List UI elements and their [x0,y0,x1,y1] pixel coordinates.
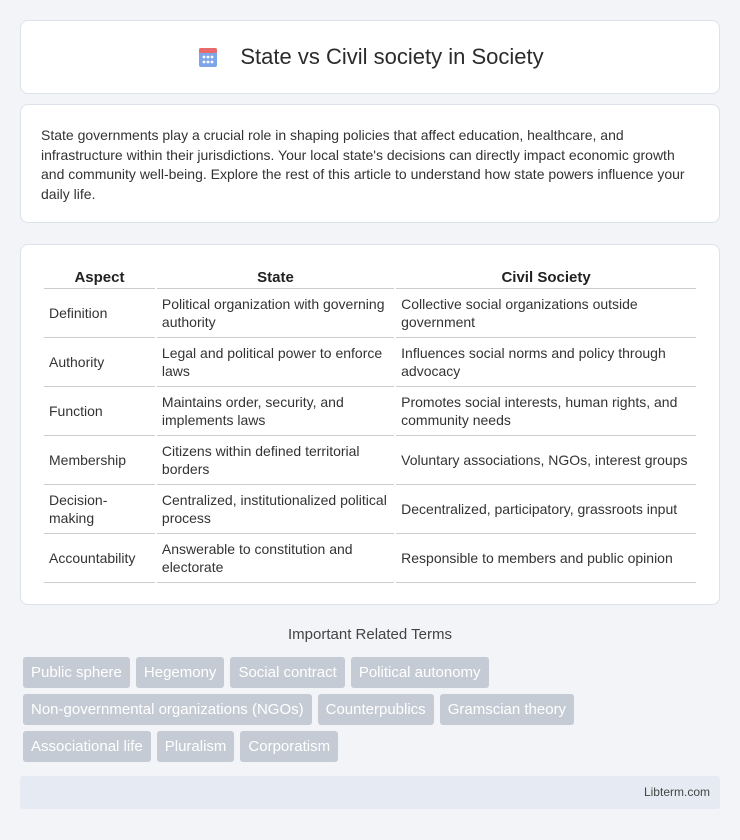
cell-state: Political organization with governing authority [157,289,394,338]
tag-public-sphere[interactable]: Public sphere [23,657,130,688]
cell-state: Centralized, institutionalized political process [157,485,394,534]
table-row [44,338,696,387]
table-row [44,485,696,534]
cell-state: Citizens within defined territorial borders [157,436,394,485]
tag-row [23,731,723,762]
cell-aspect: Accountability [44,534,155,583]
header-civil-society: Civil Society [396,265,696,289]
tag-pluralism[interactable]: Pluralism [157,731,235,762]
cell-aspect: Authority [44,338,155,387]
header-card [20,20,720,94]
table-row [44,289,696,338]
cell-civil-society: Collective social organizations outside government [396,289,696,338]
cell-aspect: Function [44,387,155,436]
intro-text: State governments play a crucial role in shaping policies that affect education, healthcare, and infrastructure within their jurisdictions. Your local state's decisions can directly impact economic growth and community well-being. Explore the rest of this article to understand how state powers influence your daily life. [41,127,685,202]
tag-social-contract[interactable]: Social contract [230,657,344,688]
cell-aspect: Decision-making [44,485,155,534]
tag-corporatism[interactable]: Corporatism [240,731,338,762]
cell-civil-society: Influences social norms and policy through advocacy [396,338,696,387]
clipboard-grid-icon [196,45,220,69]
header-state: State [157,265,394,289]
cell-civil-society: Voluntary associations, NGOs, interest groups [396,436,696,485]
tag-hegemony[interactable]: Hegemony [136,657,225,688]
tag-row [23,657,723,688]
related-terms-title: Important Related Terms [288,626,452,643]
table-row [44,387,696,436]
comparison-table-card [20,244,720,605]
tag-political-autonomy[interactable]: Political autonomy [351,657,489,688]
cell-state: Legal and political power to enforce laws [157,338,394,387]
table-header-row [44,265,696,289]
header-aspect: Aspect [44,265,155,289]
tag-counterpublics[interactable]: Counterpublics [318,694,434,725]
table-row [44,436,696,485]
footer [20,776,720,809]
cell-aspect: Membership [44,436,155,485]
cell-state: Answerable to constitution and electorate [157,534,394,583]
tag-row [23,694,723,725]
cell-civil-society: Responsible to members and public opinion [396,534,696,583]
footer-site-link[interactable]: Libterm.com [643,785,710,799]
cell-state: Maintains order, security, and implements laws [157,387,394,436]
related-terms-tags [23,657,723,768]
tag-gramscian-theory[interactable]: Gramscian theory [440,694,574,725]
table-row [44,534,696,583]
page-title: State vs Civil society in Society [240,44,544,69]
comparison-table [42,265,698,583]
tag-associational-life[interactable]: Associational life [23,731,151,762]
cell-aspect: Definition [44,289,155,338]
intro-card [20,104,720,223]
cell-civil-society: Promotes social interests, human rights, and community needs [396,387,696,436]
tag-ngos[interactable]: Non-governmental organizations (NGOs) [23,694,312,725]
cell-civil-society: Decentralized, participatory, grassroots input [396,485,696,534]
